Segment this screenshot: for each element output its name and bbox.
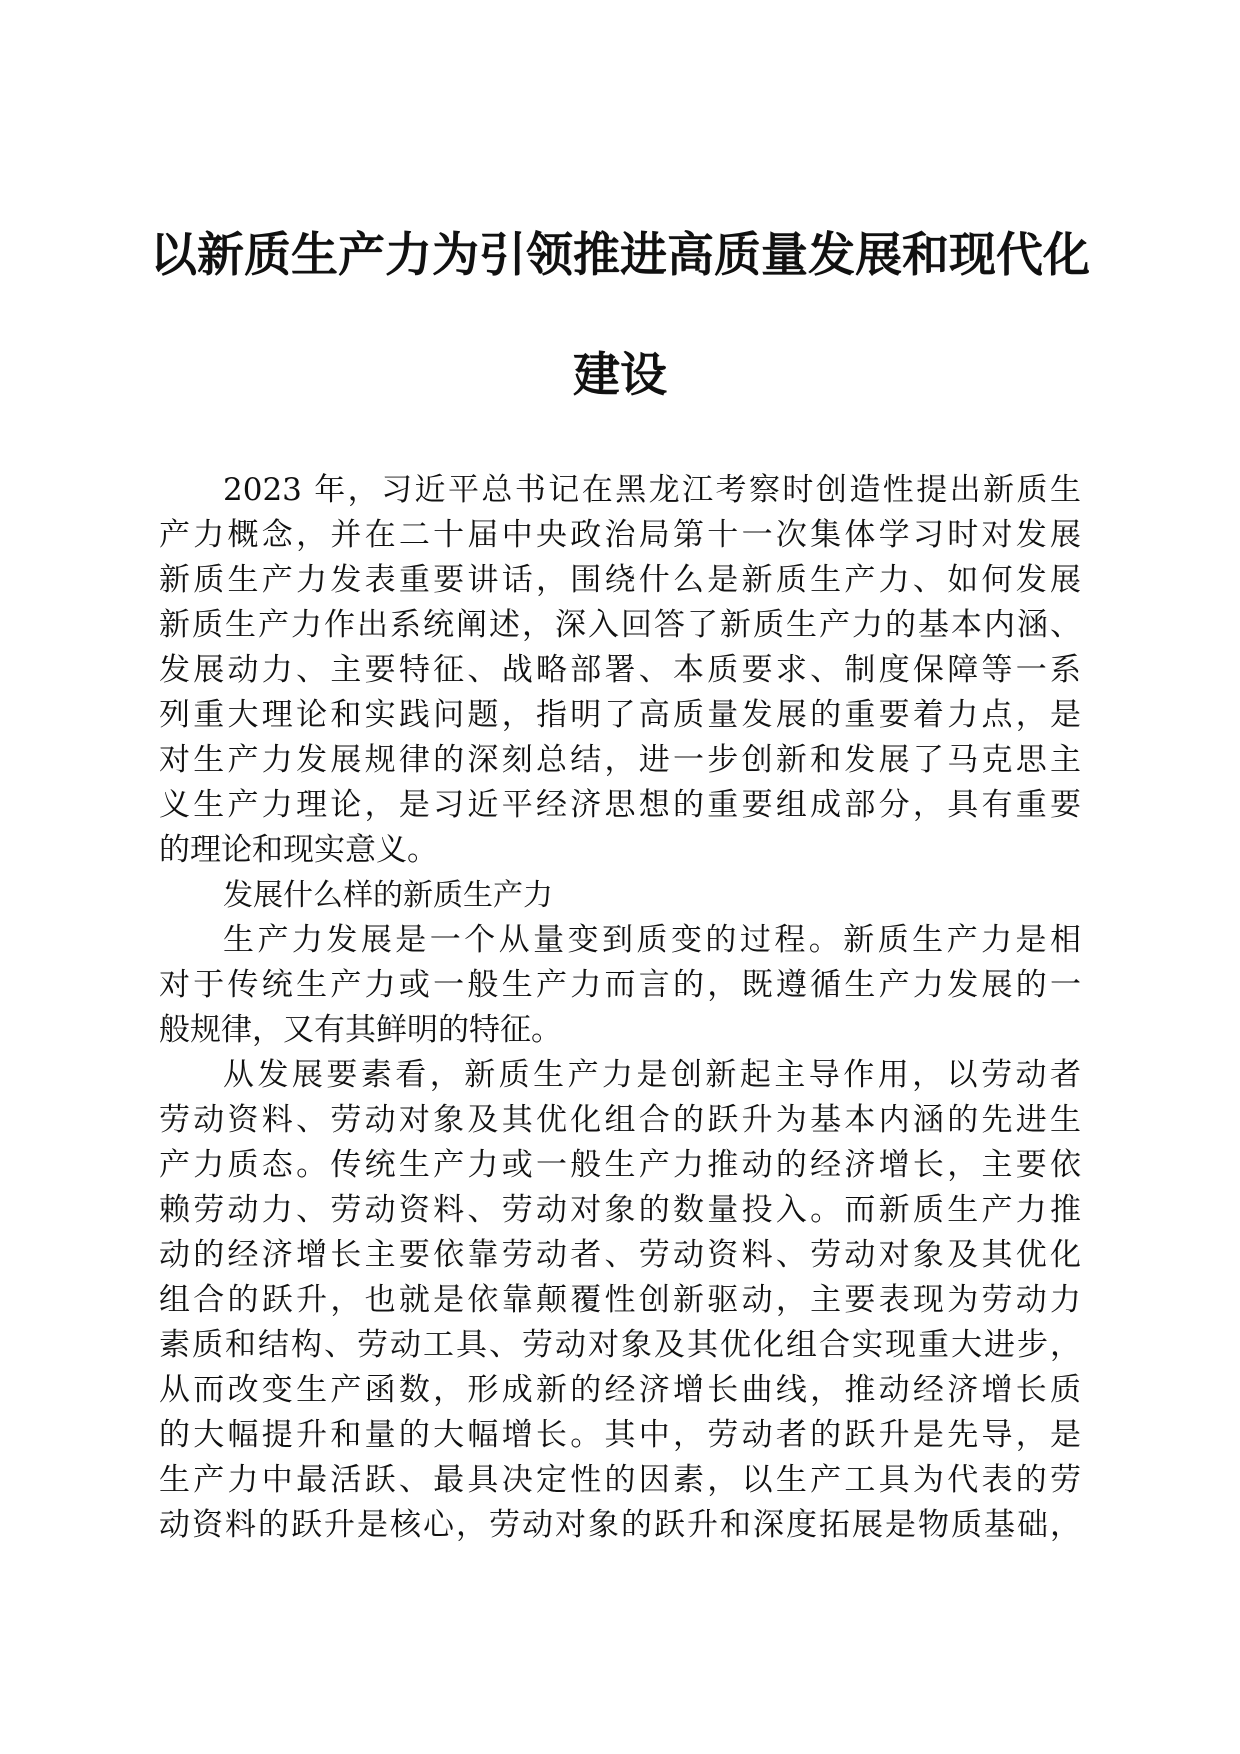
document-body (159, 468, 1081, 1548)
paragraph-line: 组合的跃升，也就是依靠颠覆性创新驱动，主要表现为劳动力 (159, 1282, 1081, 1318)
paragraph-line: 2023 年，习近平总书记在黑龙江考察时创造性提出新质生 (223, 472, 1081, 508)
paragraph-intro (159, 468, 1081, 873)
paragraph-line: 动的经济增长主要依靠劳动者、劳动资料、劳动对象及其优化 (159, 1237, 1081, 1273)
section-heading: 发展什么样的新质生产力 (223, 878, 553, 913)
paragraph-line: 从发展要素看，新质生产力是创新起主导作用，以劳动者 (223, 1057, 1081, 1093)
paragraph-characteristics (159, 918, 1081, 1053)
paragraph-line: 的理论和现实意义。 (159, 832, 438, 868)
paragraph-line: 生产力发展是一个从量变到质变的过程。新质生产力是相 (223, 922, 1081, 958)
paragraph-line: 列重大理论和实践问题，指明了高质量发展的重要着力点，是 (159, 697, 1081, 733)
paragraph-development-factors (159, 1053, 1081, 1548)
paragraph-line: 从而改变生产函数，形成新的经济增长曲线，推动经济增长质 (159, 1372, 1081, 1408)
paragraph-line: 新质生产力作出系统阐述，深入回答了新质生产力的基本内涵、 (159, 607, 1081, 643)
paragraph-line: 产力质态。传统生产力或一般生产力推动的经济增长，主要依 (159, 1147, 1081, 1183)
paragraph-line: 产力概念，并在二十届中央政治局第十一次集体学习时对发展 (159, 517, 1081, 553)
paragraph-line: 动资料的跃升是核心，劳动对象的跃升和深度拓展是物质基础， (159, 1507, 1081, 1543)
paragraph-line: 般规律，又有其鲜明的特征。 (159, 1012, 562, 1048)
paragraph-line: 生产力中最活跃、最具决定性的因素，以生产工具为代表的劳 (159, 1462, 1081, 1498)
document-title-line-1: 以新质生产力为引领推进高质量发展和现代化 (150, 228, 1090, 283)
paragraph-line: 素质和结构、劳动工具、劳动对象及其优化组合实现重大进步， (159, 1327, 1081, 1363)
paragraph-line: 对生产力发展规律的深刻总结，进一步创新和发展了马克思主 (159, 742, 1081, 778)
paragraph-line: 新质生产力发表重要讲话，围绕什么是新质生产力、如何发展 (159, 562, 1081, 598)
paragraph-line: 对于传统生产力或一般生产力而言的，既遵循生产力发展的一 (159, 967, 1081, 1003)
document-title-line-2: 建设 (573, 348, 667, 403)
paragraph-line: 劳动资料、劳动对象及其优化组合的跃升为基本内涵的先进生 (159, 1102, 1081, 1138)
paragraph-line: 义生产力理论，是习近平经济思想的重要组成部分，具有重要 (159, 787, 1081, 823)
paragraph-line: 发展动力、主要特征、战略部署、本质要求、制度保障等一系 (159, 652, 1081, 688)
paragraph-line: 的大幅提升和量的大幅增长。其中，劳动者的跃升是先导，是 (159, 1417, 1081, 1453)
paragraph-line: 赖劳动力、劳动资料、劳动对象的数量投入。而新质生产力推 (159, 1192, 1081, 1228)
